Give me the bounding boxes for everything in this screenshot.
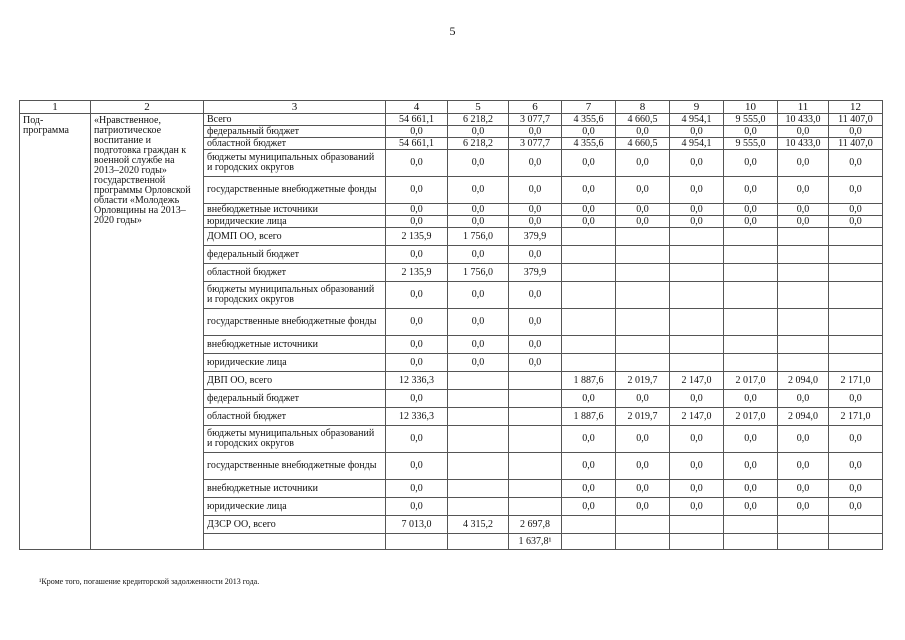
amount-cell <box>778 264 829 282</box>
funding-source-label: Всего <box>204 114 386 126</box>
subprogram-type-cell: Под-программа <box>20 114 91 550</box>
amount-cell <box>509 408 562 426</box>
amount-cell: 0,0 <box>670 426 724 453</box>
amount-cell: 0,0 <box>616 480 670 498</box>
amount-cell: 0,0 <box>616 216 670 228</box>
funding-source-label: бюджеты муниципальных образований и городских округов <box>204 282 386 309</box>
funding-source-label: областной бюджет <box>204 408 386 426</box>
amount-cell <box>829 516 883 534</box>
amount-cell: 0,0 <box>724 426 778 453</box>
amount-cell <box>509 498 562 516</box>
amount-cell: 379,9 <box>509 228 562 246</box>
amount-cell <box>616 246 670 264</box>
amount-cell: 0,0 <box>829 204 883 216</box>
amount-cell: 3 077,7 <box>509 138 562 150</box>
amount-cell: 0,0 <box>386 246 448 264</box>
amount-cell <box>616 282 670 309</box>
amount-cell: 0,0 <box>724 498 778 516</box>
funding-source-label: ДЗСР ОО, всего <box>204 516 386 534</box>
amount-cell: 0,0 <box>448 309 509 336</box>
amount-cell: 4 355,6 <box>562 138 616 150</box>
amount-cell: 0,0 <box>509 282 562 309</box>
amount-cell: 0,0 <box>829 390 883 408</box>
column-number: 9 <box>670 101 724 114</box>
amount-cell: 0,0 <box>829 453 883 480</box>
amount-cell <box>778 282 829 309</box>
table-row <box>20 114 883 126</box>
amount-cell: 0,0 <box>616 126 670 138</box>
amount-cell: 6 218,2 <box>448 138 509 150</box>
amount-cell: 2 697,8 <box>509 516 562 534</box>
amount-cell: 0,0 <box>562 480 616 498</box>
amount-cell: 0,0 <box>670 204 724 216</box>
amount-cell <box>724 246 778 264</box>
amount-cell: 2 017,0 <box>724 408 778 426</box>
amount-cell: 9 555,0 <box>724 114 778 126</box>
amount-cell <box>829 228 883 246</box>
amount-cell: 0,0 <box>670 480 724 498</box>
amount-cell: 0,0 <box>509 336 562 354</box>
amount-cell: 4 954,1 <box>670 138 724 150</box>
amount-cell: 0,0 <box>829 177 883 204</box>
amount-cell <box>386 534 448 550</box>
amount-cell: 0,0 <box>724 480 778 498</box>
amount-cell: 0,0 <box>448 204 509 216</box>
amount-cell: 10 433,0 <box>778 138 829 150</box>
amount-cell <box>448 534 509 550</box>
amount-cell <box>724 336 778 354</box>
amount-cell: 0,0 <box>829 126 883 138</box>
amount-cell: 0,0 <box>562 216 616 228</box>
amount-cell: 2 094,0 <box>778 372 829 390</box>
amount-cell: 0,0 <box>724 177 778 204</box>
funding-source-label: юридические лица <box>204 354 386 372</box>
amount-cell <box>616 516 670 534</box>
column-number: 10 <box>724 101 778 114</box>
funding-source-label: внебюджетные источники <box>204 480 386 498</box>
amount-cell: 0,0 <box>509 216 562 228</box>
funding-source-label: ДВП ОО, всего <box>204 372 386 390</box>
amount-cell: 0,0 <box>386 309 448 336</box>
amount-cell <box>724 264 778 282</box>
amount-cell <box>509 372 562 390</box>
amount-cell: 0,0 <box>386 204 448 216</box>
amount-cell: 0,0 <box>448 216 509 228</box>
amount-cell: 0,0 <box>448 282 509 309</box>
amount-cell: 0,0 <box>724 204 778 216</box>
amount-cell: 0,0 <box>778 126 829 138</box>
amount-cell <box>670 516 724 534</box>
amount-cell <box>562 246 616 264</box>
amount-cell: 0,0 <box>562 498 616 516</box>
amount-cell <box>616 228 670 246</box>
amount-cell <box>778 309 829 336</box>
amount-cell <box>509 390 562 408</box>
amount-cell: 0,0 <box>724 126 778 138</box>
funding-source-label: юридические лица <box>204 498 386 516</box>
amount-cell <box>670 246 724 264</box>
amount-cell: 0,0 <box>386 282 448 309</box>
amount-cell: 2 147,0 <box>670 408 724 426</box>
amount-cell: 6 218,2 <box>448 114 509 126</box>
amount-cell <box>448 498 509 516</box>
amount-cell <box>829 534 883 550</box>
amount-cell <box>724 354 778 372</box>
amount-cell: 0,0 <box>386 126 448 138</box>
amount-cell: 0,0 <box>509 309 562 336</box>
amount-cell: 0,0 <box>778 216 829 228</box>
amount-cell <box>616 354 670 372</box>
amount-cell: 1 887,6 <box>562 372 616 390</box>
amount-cell <box>670 309 724 336</box>
amount-cell: 0,0 <box>670 498 724 516</box>
amount-cell: 1 756,0 <box>448 228 509 246</box>
amount-cell: 0,0 <box>509 177 562 204</box>
amount-cell: 0,0 <box>670 177 724 204</box>
amount-cell <box>562 228 616 246</box>
amount-cell: 0,0 <box>778 426 829 453</box>
amount-cell: 0,0 <box>448 336 509 354</box>
amount-cell: 12 336,3 <box>386 372 448 390</box>
amount-cell <box>616 264 670 282</box>
funding-source-label: бюджеты муниципальных образований и городских округов <box>204 150 386 177</box>
amount-cell: 0,0 <box>562 177 616 204</box>
amount-cell: 0,0 <box>616 390 670 408</box>
amount-cell: 0,0 <box>670 216 724 228</box>
amount-cell: 4 315,2 <box>448 516 509 534</box>
amount-cell: 2 019,7 <box>616 408 670 426</box>
funding-source-label: бюджеты муниципальных образований и городских округов <box>204 426 386 453</box>
amount-cell: 0,0 <box>448 177 509 204</box>
column-number: 3 <box>204 101 386 114</box>
amount-cell: 2 147,0 <box>670 372 724 390</box>
amount-cell: 0,0 <box>616 498 670 516</box>
amount-cell: 0,0 <box>386 216 448 228</box>
amount-cell <box>448 480 509 498</box>
amount-cell: 0,0 <box>829 216 883 228</box>
amount-cell: 379,9 <box>509 264 562 282</box>
column-number: 7 <box>562 101 616 114</box>
amount-cell <box>778 228 829 246</box>
page-number: 5 <box>449 24 456 38</box>
amount-cell: 0,0 <box>778 480 829 498</box>
amount-cell: 0,0 <box>448 150 509 177</box>
amount-cell: 0,0 <box>829 480 883 498</box>
amount-cell: 1 887,6 <box>562 408 616 426</box>
amount-cell <box>562 534 616 550</box>
amount-cell: 0,0 <box>386 480 448 498</box>
amount-cell <box>778 246 829 264</box>
funding-source-label: федеральный бюджет <box>204 246 386 264</box>
amount-cell: 0,0 <box>670 150 724 177</box>
funding-source-label <box>204 534 386 550</box>
amount-cell: 2 135,9 <box>386 228 448 246</box>
amount-cell: 2 171,0 <box>829 372 883 390</box>
amount-cell: 0,0 <box>448 354 509 372</box>
amount-cell: 0,0 <box>562 390 616 408</box>
amount-cell <box>670 264 724 282</box>
amount-cell: 0,0 <box>562 453 616 480</box>
amount-cell <box>670 354 724 372</box>
funding-source-label: государственные внебюджетные фонды <box>204 177 386 204</box>
amount-cell: 0,0 <box>724 216 778 228</box>
funding-source-label: внебюджетные источники <box>204 336 386 354</box>
amount-cell: 4 954,1 <box>670 114 724 126</box>
amount-cell: 0,0 <box>386 426 448 453</box>
amount-cell: 0,0 <box>616 204 670 216</box>
amount-cell: 0,0 <box>778 498 829 516</box>
amount-cell: 0,0 <box>386 390 448 408</box>
amount-cell: 0,0 <box>509 246 562 264</box>
amount-cell <box>829 354 883 372</box>
amount-cell: 0,0 <box>724 390 778 408</box>
amount-cell <box>509 480 562 498</box>
amount-cell <box>829 336 883 354</box>
amount-cell: 0,0 <box>562 150 616 177</box>
column-number: 1 <box>20 101 91 114</box>
column-number-row <box>20 101 883 114</box>
amount-cell: 0,0 <box>724 453 778 480</box>
amount-cell: 0,0 <box>778 150 829 177</box>
amount-cell: 0,0 <box>670 453 724 480</box>
amount-cell: 4 660,5 <box>616 138 670 150</box>
amount-cell <box>448 372 509 390</box>
amount-cell <box>562 264 616 282</box>
amount-cell: 0,0 <box>386 354 448 372</box>
footnote: ¹Кроме того, погашение кредиторской задолженности 2013 года. <box>39 577 260 586</box>
amount-cell <box>778 516 829 534</box>
amount-cell <box>448 426 509 453</box>
amount-cell: 2 019,7 <box>616 372 670 390</box>
amount-cell: 0,0 <box>448 246 509 264</box>
amount-cell: 0,0 <box>670 390 724 408</box>
funding-source-label: внебюджетные источники <box>204 204 386 216</box>
amount-cell: 0,0 <box>562 204 616 216</box>
amount-cell: 11 407,0 <box>829 114 883 126</box>
amount-cell <box>778 354 829 372</box>
column-number: 11 <box>778 101 829 114</box>
subprogram-name-cell: «Нравственное, патриотическое воспитание и подготовка граждан к военной службе на 2013–2020 годы» государственной программы Орловской области «Молодежь Орловщины на 2013–2020 годы» <box>91 114 204 550</box>
amount-cell: 2 171,0 <box>829 408 883 426</box>
amount-cell <box>829 282 883 309</box>
amount-cell: 0,0 <box>562 126 616 138</box>
amount-cell: 1 756,0 <box>448 264 509 282</box>
amount-cell: 7 013,0 <box>386 516 448 534</box>
funding-source-label: федеральный бюджет <box>204 390 386 408</box>
amount-cell <box>724 228 778 246</box>
amount-cell: 0,0 <box>829 150 883 177</box>
amount-cell: 0,0 <box>616 453 670 480</box>
funding-source-label: областной бюджет <box>204 138 386 150</box>
amount-cell: 2 094,0 <box>778 408 829 426</box>
amount-cell: 0,0 <box>829 426 883 453</box>
amount-cell <box>724 534 778 550</box>
amount-cell <box>562 309 616 336</box>
amount-cell <box>562 354 616 372</box>
amount-cell <box>670 228 724 246</box>
amount-cell: 0,0 <box>829 498 883 516</box>
amount-cell <box>724 516 778 534</box>
amount-cell <box>670 534 724 550</box>
amount-cell: 0,0 <box>386 177 448 204</box>
funding-source-label: государственные внебюджетные фонды <box>204 309 386 336</box>
column-number: 12 <box>829 101 883 114</box>
amount-cell <box>616 336 670 354</box>
amount-cell: 3 077,7 <box>509 114 562 126</box>
amount-cell: 0,0 <box>386 150 448 177</box>
amount-cell <box>448 408 509 426</box>
amount-cell: 0,0 <box>509 354 562 372</box>
column-number: 8 <box>616 101 670 114</box>
amount-cell <box>509 453 562 480</box>
amount-cell: 54 661,1 <box>386 138 448 150</box>
amount-cell <box>670 336 724 354</box>
amount-cell <box>562 336 616 354</box>
amount-cell: 0,0 <box>616 177 670 204</box>
amount-cell: 11 407,0 <box>829 138 883 150</box>
amount-cell <box>724 282 778 309</box>
column-number: 2 <box>91 101 204 114</box>
funding-source-label: ДОМП ОО, всего <box>204 228 386 246</box>
amount-cell <box>562 516 616 534</box>
amount-cell: 1 637,8¹ <box>509 534 562 550</box>
amount-cell: 0,0 <box>509 204 562 216</box>
amount-cell: 0,0 <box>616 150 670 177</box>
amount-cell <box>829 309 883 336</box>
amount-cell: 54 661,1 <box>386 114 448 126</box>
amount-cell: 12 336,3 <box>386 408 448 426</box>
amount-cell: 0,0 <box>778 453 829 480</box>
amount-cell: 0,0 <box>778 177 829 204</box>
amount-cell <box>829 246 883 264</box>
amount-cell: 0,0 <box>386 498 448 516</box>
amount-cell: 4 355,6 <box>562 114 616 126</box>
amount-cell: 0,0 <box>448 126 509 138</box>
amount-cell <box>670 282 724 309</box>
amount-cell <box>778 336 829 354</box>
amount-cell <box>616 534 670 550</box>
amount-cell: 4 660,5 <box>616 114 670 126</box>
amount-cell: 2 017,0 <box>724 372 778 390</box>
column-number: 5 <box>448 101 509 114</box>
amount-cell <box>829 264 883 282</box>
amount-cell: 0,0 <box>509 126 562 138</box>
column-number: 6 <box>509 101 562 114</box>
amount-cell <box>509 426 562 453</box>
amount-cell: 0,0 <box>778 204 829 216</box>
amount-cell <box>448 453 509 480</box>
amount-cell: 0,0 <box>386 453 448 480</box>
amount-cell: 0,0 <box>386 336 448 354</box>
amount-cell: 0,0 <box>724 150 778 177</box>
amount-cell: 0,0 <box>616 426 670 453</box>
amount-cell: 9 555,0 <box>724 138 778 150</box>
amount-cell <box>616 309 670 336</box>
amount-cell: 0,0 <box>670 126 724 138</box>
amount-cell: 10 433,0 <box>778 114 829 126</box>
amount-cell <box>778 534 829 550</box>
amount-cell <box>724 309 778 336</box>
funding-source-label: областной бюджет <box>204 264 386 282</box>
funding-source-label: федеральный бюджет <box>204 126 386 138</box>
amount-cell: 0,0 <box>562 426 616 453</box>
funding-source-label: государственные внебюджетные фонды <box>204 453 386 480</box>
amount-cell: 2 135,9 <box>386 264 448 282</box>
amount-cell: 0,0 <box>509 150 562 177</box>
funding-source-label: юридические лица <box>204 216 386 228</box>
amount-cell <box>562 282 616 309</box>
amount-cell <box>448 390 509 408</box>
column-number: 4 <box>386 101 448 114</box>
amount-cell: 0,0 <box>778 390 829 408</box>
budget-table <box>19 100 883 550</box>
